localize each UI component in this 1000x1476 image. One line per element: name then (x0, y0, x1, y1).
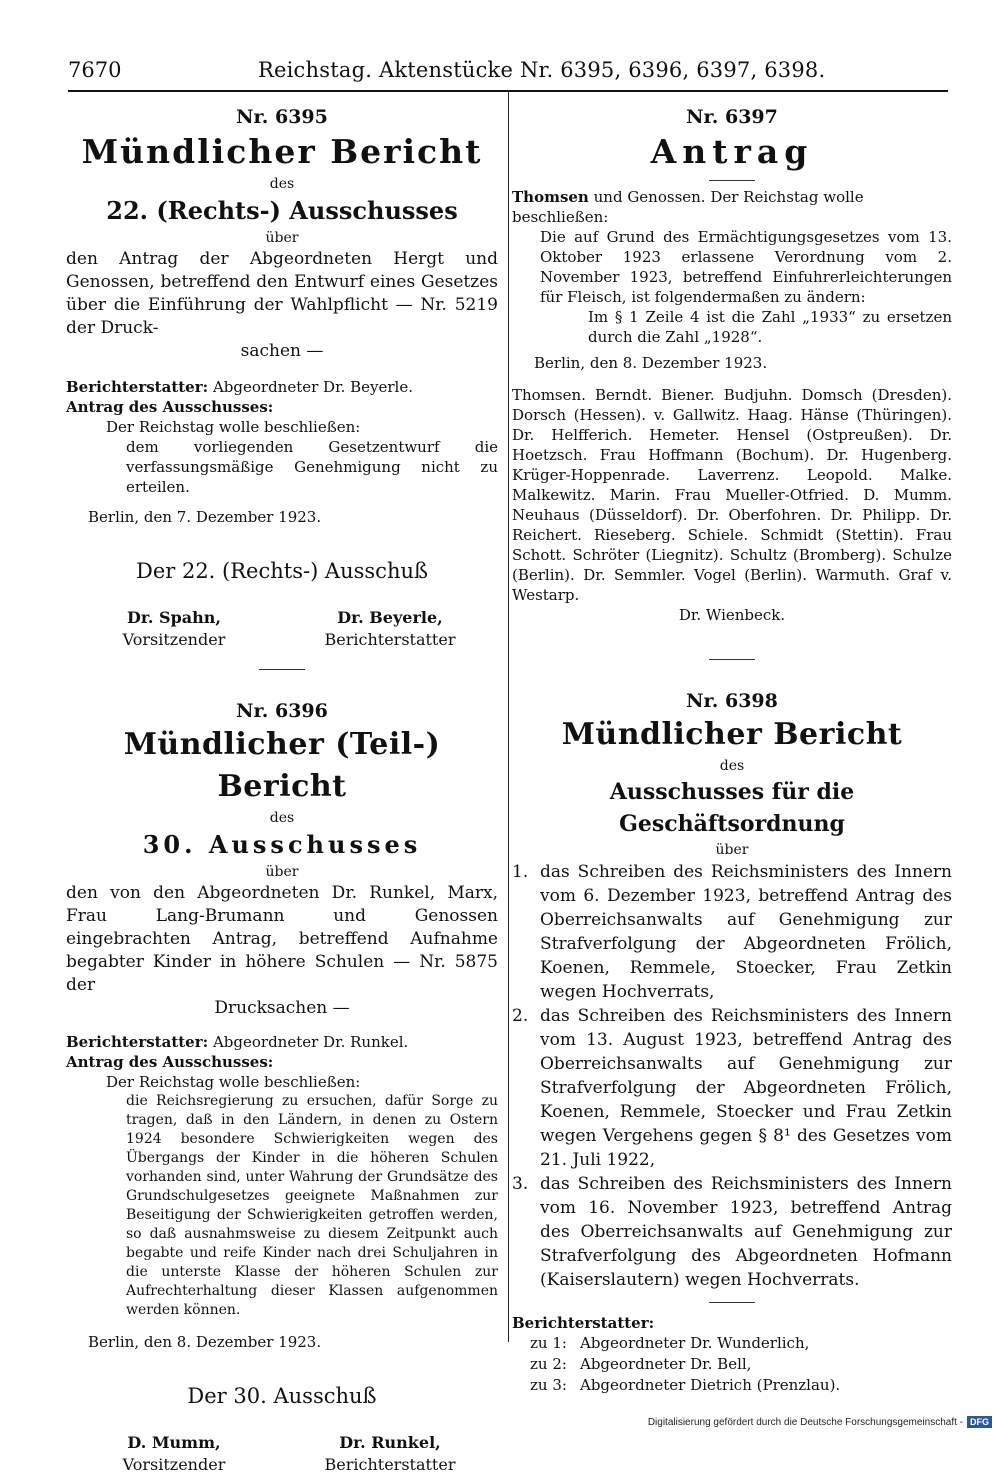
running-title: Reichstag. Aktenstücke Nr. 6395, 6396, 6397, 6398. (258, 58, 826, 82)
reporter-label: Berichterstatter: (512, 1314, 655, 1332)
committee-name: Ausschusses für die Geschäftsordnung (609, 779, 855, 837)
item-number: 3. (512, 1174, 529, 1194)
item-number: 2. (512, 1006, 529, 1026)
des-label: des (719, 758, 745, 774)
reporter-line (66, 1032, 498, 1052)
reporter-value: Abgeordneter Dr. Wunderlich, (580, 1334, 810, 1352)
ausschuss-line: Der 30. Ausschuß (187, 1384, 377, 1408)
intro-name: Thomsen (512, 188, 589, 206)
right-column (512, 104, 952, 1396)
reporter-key: zu 2: (530, 1355, 567, 1373)
chair-name: D. Mumm, (127, 1433, 221, 1452)
doc-title: Antrag (650, 132, 814, 171)
motion-text: die Reichsregierung zu ersuchen, dafür Sorge zu tragen, daß in den Ländern, in denen zu Ostern 1924 besondere Schwierigkeiten wegen des Übergangs der Kinder in die höheren Schulen vorhanden sind, unter Wahrung der Grundsätze des Grundschulgesetzes geeignete Maßnahmen zur Beseitigung der Schwierigkeiten getroffen werden, so daß ausnahmsweise zu diesem Zeitpunkt auch begabte und reife Kinder nach drei Schuljahren in die unterste Klasse der höheren Schulen zur Aufrechterhaltung dieser Klassen aufgenommen werden können. (126, 1093, 498, 1318)
document-6397 (512, 104, 952, 625)
subject-text (66, 248, 498, 363)
document-6395 (66, 104, 498, 651)
intro-rest: und Genossen. Der Reichstag wolle beschließen: (512, 188, 864, 226)
signature-row (66, 607, 498, 651)
reporter-key: zu 3: (530, 1376, 567, 1394)
subject-main: den von den Abgeordneten Dr. Runkel, Marx, Frau Lang-Brumann und Genossen eingebrachten Antrag, betreffend Aufnahme begabter Kinder in höhere Schulen — Nr. 5875 der (66, 883, 498, 995)
date-line: Berlin, den 8. Dezember 1923. (534, 354, 768, 372)
reporter-sig-role: Berichterstatter (324, 1455, 456, 1474)
signature-row (66, 1432, 498, 1476)
chair-role: Vorsitzender (122, 630, 226, 649)
doc-number: Nr. 6398 (686, 690, 778, 712)
reporter-entry (530, 1354, 952, 1375)
antrag-label: Antrag des Ausschusses: (66, 1053, 274, 1071)
list-item (512, 1172, 952, 1292)
reporter-sig-name: Dr. Runkel, (339, 1433, 441, 1452)
reporter-value: Abgeordneter Dr. Bell, (580, 1355, 752, 1373)
section-separator (709, 659, 755, 660)
page-number: 7670 (68, 58, 122, 82)
ueber-label: über (265, 864, 299, 880)
ueber-label: über (715, 842, 749, 858)
list-item (512, 1004, 952, 1172)
ausschuss-line: Der 22. (Rechts-) Ausschuß (135, 559, 429, 583)
chair-name: Dr. Spahn, (127, 608, 221, 627)
list-rule (709, 1302, 755, 1303)
intro-line (512, 187, 952, 227)
reporter-entry (530, 1375, 952, 1396)
motion-text: dem vorliegenden Gesetzentwurf die verfassungsmäßige Genehmigung nicht zu erteilen. (126, 438, 498, 496)
date-line: Berlin, den 7. Dezember 1923. (88, 508, 322, 526)
reporter-label: Berichterstatter: (66, 378, 209, 396)
signature-reporter (282, 1432, 498, 1476)
footer-credit (648, 1416, 992, 1428)
signatories: Thomsen. Berndt. Biener. Budjuhn. Domsch (Dresden). Dorsch (Hessen). v. Gallwitz. Haag. Hänse (Thüringen). Dr. Helfferich. Hemeter. Hensel (Ostpreußen). Dr. Hoetzsch. Frau Hoffmann (Bochum). Dr. Hugenberg. Krüger-Hoppenrade. Laverrenz. Leopold. Malke. Malkewitz. Marin. Frau Mueller-Otfried. D. Mumm. Neuhaus (Düsseldorf). Dr. Oberfohren. Dr. Philipp. Dr. Reichert. Rieseberg. Schiele. Schmidt (Stettin). Frau Schott. Schröter (Liegnitz). Schultz (Bromberg). Schulze (Berlin). Dr. Semmler. Vogel (Berlin). Warmuth. Graf v. Westarp. (512, 386, 952, 604)
des-label: des (269, 176, 295, 192)
doc-title: Mündlicher Bericht (81, 132, 483, 171)
signature-reporter (282, 607, 498, 651)
reporter-key: zu 1: (530, 1334, 567, 1352)
title-rule (709, 180, 755, 181)
item-list (512, 860, 952, 1292)
subject-end: sachen — (240, 341, 324, 361)
page-header (68, 56, 948, 86)
des-label: des (269, 810, 295, 826)
doc-title: Mündlicher Bericht (561, 717, 903, 752)
doc-title: Mündlicher (Teil-) Bericht (123, 727, 441, 804)
date-line: Berlin, den 8. Dezember 1923. (88, 1333, 322, 1351)
reporter-name: Abgeordneter Dr. Beyerle. (212, 378, 413, 396)
item-number: 1. (512, 862, 529, 882)
subject-end: Drucksachen — (214, 998, 350, 1018)
ueber-label: über (265, 230, 299, 246)
reporter-name: Abgeordneter Dr. Runkel. (212, 1033, 409, 1051)
antrag-change: Im § 1 Zeile 4 ist die Zahl „1933“ zu ersetzen durch die Zahl „1928“. (588, 308, 952, 346)
signatories-last: Dr. Wienbeck. (678, 606, 786, 624)
antrag-label: Antrag des Ausschusses: (66, 398, 274, 416)
doc-number: Nr. 6396 (236, 700, 328, 722)
antrag-body: Die auf Grund des Ermächtigungsgesetzes vom 13. Oktober 1923 erlassene Verordnung vom 2. November 1923, betreffend Einfuhrerleichterungen für Fleisch, ist folgendermaßen zu ändern: (540, 228, 952, 306)
dfg-logo: DFG (967, 1416, 992, 1428)
list-item (512, 860, 952, 1004)
column-divider (508, 92, 509, 1342)
left-column (66, 104, 498, 1476)
reporter-value: Abgeordneter Dietrich (Prenzlau). (580, 1376, 841, 1394)
signature-chair (66, 607, 282, 651)
document-6396 (66, 698, 498, 1476)
committee-name: 22. (Rechts-) Ausschusses (106, 196, 458, 225)
signature-chair (66, 1432, 282, 1476)
reporter-sig-role: Berichterstatter (324, 630, 456, 649)
doc-number: Nr. 6397 (686, 106, 778, 128)
committee-name: 30. Ausschusses (142, 830, 422, 859)
footer-text: Digitalisierung gefördert durch die Deutsche Forschungsgemeinschaft - (647, 1416, 963, 1428)
item-text: das Schreiben des Reichsministers des Innern vom 16. November 1923, betreffend Antrag des Oberreichsanwalts auf Genehmigung zur Strafverfolgung des Abgeordneten Hofmann (Kaiserslautern) wegen Hochverrats. (540, 1174, 952, 1290)
subject-text (66, 882, 498, 1020)
reporter-entry (530, 1333, 952, 1354)
resolve-text: Der Reichstag wolle beschließen: (106, 1073, 361, 1091)
section-separator (259, 669, 305, 670)
subject-main: den Antrag der Abgeordneten Hergt und Genossen, betreffend den Entwurf eines Gesetzes über die Einführung der Wahlpflicht — Nr. 5219 der Druck- (66, 249, 498, 338)
reporter-line (66, 377, 498, 397)
doc-number: Nr. 6395 (236, 106, 328, 128)
reporter-sig-name: Dr. Beyerle, (337, 608, 443, 627)
chair-role: Vorsitzender (122, 1455, 226, 1474)
item-text: das Schreiben des Reichsministers des Innern vom 13. August 1923, betreffend Antrag des Oberreichsanwalts auf Genehmigung zur Strafverfolgung der Abgeordneten Frölich, Koenen, Remmele, Stoecker und Frau Zetkin wegen Vergehens gegen § 8¹ des Gesetzes vom 21. Juli 1922, (540, 1006, 952, 1170)
reporter-list (512, 1333, 952, 1396)
item-text: das Schreiben des Reichsministers des Innern vom 6. Dezember 1923, betreffend Antrag des Oberreichsanwalts auf Genehmigung zur Strafverfolgung der Abgeordneten Frölich, Koenen, Remmele, Stoecker, Frau Zetkin wegen Hochverrats, (540, 862, 952, 1002)
document-6398 (512, 688, 952, 1396)
reporter-label: Berichterstatter: (66, 1033, 209, 1051)
resolve-text: Der Reichstag wolle beschließen: (106, 418, 361, 436)
